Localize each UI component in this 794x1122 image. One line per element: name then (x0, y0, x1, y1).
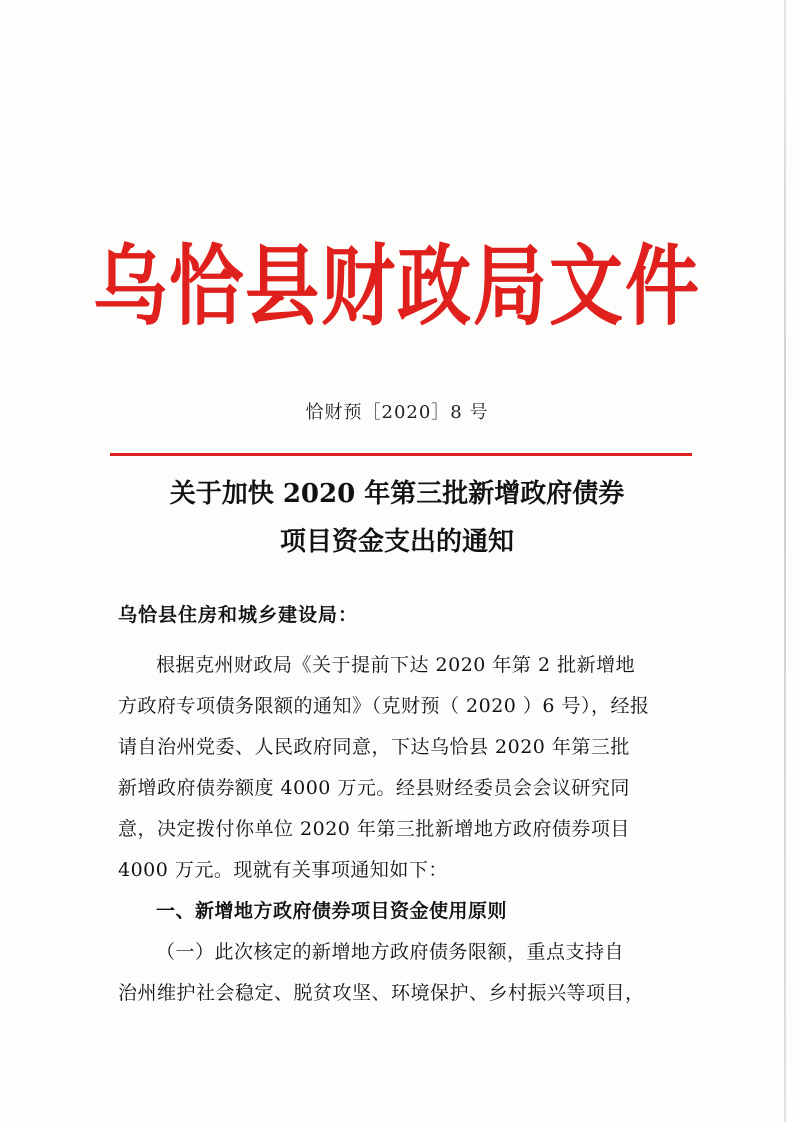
paragraph-1-line: 意，决定拨付你单位 2020 年第三批新增地方政府债券项目 (118, 818, 630, 840)
paragraph-1 (118, 645, 690, 891)
addressee: 乌恰县住房和城乡建设局： (118, 604, 359, 626)
body-text (118, 645, 690, 1014)
section-1-heading: 一、新增地方政府债券项目资金使用原则 (156, 900, 508, 922)
paragraph-1-line: 请自治州党委、人民政府同意，下达乌恰县 2020 年第三批 (118, 736, 630, 758)
red-separator-rule (110, 453, 692, 456)
paragraph-1-line: 4000 万元。现就有关事项通知如下： (118, 859, 448, 881)
document-number: 恰财预［2020］8 号 (305, 402, 489, 423)
document-title-line-2: 项目资金支出的通知 (279, 527, 514, 557)
issuer-header-title: 乌恰县财政局文件 (93, 236, 701, 338)
document-title (0, 470, 794, 566)
document-title-line-1: 关于加快 2020 年第三批新增政府债券 (169, 479, 625, 509)
paragraph-1-line: 新增政府债券额度 4000 万元。经县财经委员会会议研究同 (118, 777, 630, 799)
paragraph-2-line: （一）此次核定的新增地方政府债务限额，重点支持自 (156, 941, 625, 963)
paragraph-1-line: 方政府专项债务限额的通知》（克财预（ 2020 ）6 号），经报 (118, 695, 650, 717)
paragraph-2-line: 治州维护社会稳定、脱贫攻坚、环境保护、乡村振兴等项目， (118, 982, 645, 1004)
paragraph-2 (118, 932, 690, 1014)
paragraph-1-line: 根据克州财政局《关于提前下达 2020 年第 2 批新增地 (156, 654, 636, 676)
